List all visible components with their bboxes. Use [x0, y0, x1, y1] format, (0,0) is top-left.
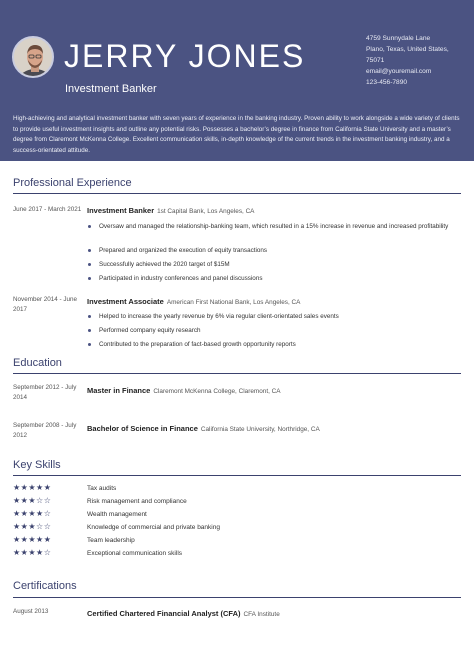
section-title-experience: Professional Experience: [13, 177, 132, 189]
section-title-skills: Key Skills: [13, 459, 61, 471]
degree-name: Bachelor of Science in Finance: [87, 424, 198, 433]
bullet-dot: [88, 263, 91, 266]
skill-name: Exceptional communication skills: [87, 550, 183, 557]
job-role: Investment Banker: [87, 206, 155, 215]
job-bullet: Contributed to the preparation of fact-based growth opportunity reports: [99, 341, 296, 348]
skill-name: Knowledge of commercial and private banking: [87, 524, 220, 531]
job-role: Investment Associate: [87, 297, 164, 306]
education-date: September 2012 - July 2014: [13, 384, 77, 401]
job-date: November 2014 - June 2017: [13, 296, 78, 313]
bullet-dot: [88, 277, 91, 280]
contact-block: [366, 33, 449, 88]
section-divider: [13, 373, 461, 374]
job-bullet: Successfully achieved the 2020 target of $15M: [99, 261, 230, 268]
job-heading: [87, 297, 300, 306]
phone-number: 123-456-7890: [366, 79, 408, 86]
profile-summary: High-achieving and analytical investment banker with seven years of experience in the banking industry. Proven ability to work alongside a wide variety of clients to provide useful investment insights and outline any potential risks. Possesses a bachelor’s degree in finance from California State University and a master’s degree from Claremont McKenna College. Excellent communication skills, in-depth knowledge of the current trends in the investment banking industry, and a success-orientated attitude.: [13, 115, 460, 154]
education-heading: [87, 424, 320, 433]
skill-name: Wealth management: [87, 511, 147, 518]
certification-heading: [87, 609, 280, 618]
job-title: Investment Banker: [65, 83, 157, 95]
job-bullet: Helped to increase the yearly revenue by 6% via regular client-orientated sales events: [99, 313, 339, 320]
skill-name: Risk management and compliance: [87, 498, 187, 505]
profile-photo: [12, 36, 54, 78]
skill-rating-stars: ★★★★☆: [13, 509, 52, 518]
school-name: California State University, Northridge, CA: [200, 426, 320, 433]
bullet-dot: [88, 249, 91, 252]
certification-org: CFA Institute: [243, 611, 280, 618]
skill-rating-stars: ★★★★☆: [13, 548, 52, 557]
certification-date: August 2013: [13, 608, 49, 615]
job-date: June 2017 - March 2021: [13, 206, 82, 213]
school-name: Claremont McKenna College, Claremont, CA: [153, 388, 281, 395]
address-line-2: Plano, Texas, United States,: [366, 46, 449, 53]
candidate-name: JERRY JONES: [64, 38, 306, 74]
education-date: September 2008 - July 2012: [13, 422, 77, 439]
skill-name: Team leadership: [87, 537, 135, 544]
skill-rating-stars: ★★★★★: [13, 535, 52, 544]
email-link[interactable]: email@youremail.com: [366, 68, 432, 75]
job-bullet: Performed company equity research: [99, 327, 201, 334]
job-org: 1st Capital Bank, Los Angeles, CA: [157, 208, 255, 215]
job-bullet: Oversaw and managed the relationship-banking team, which resulted in a 15% increase in revenue and increased profitability: [99, 223, 449, 230]
education-heading: [87, 386, 281, 395]
section-title-certifications: Certifications: [13, 580, 77, 592]
job-bullet: Prepared and organized the execution of equity transactions: [99, 247, 268, 254]
certification-name: Certified Chartered Financial Analyst (CFA): [87, 609, 241, 618]
job-org: American First National Bank, Los Angeles, CA: [166, 299, 301, 306]
degree-name: Master in Finance: [87, 386, 151, 395]
section-divider: [13, 597, 461, 598]
bullet-dot: [88, 343, 91, 346]
bullet-dot: [88, 329, 91, 332]
skill-rating-stars: ★★★★★: [13, 483, 52, 492]
section-title-education: Education: [13, 357, 62, 369]
job-heading: [87, 206, 254, 215]
bullet-dot: [88, 315, 91, 318]
job-bullet: Participated in industry conferences and panel discussions: [99, 275, 263, 282]
skill-rating-stars: ★★★☆☆: [13, 522, 52, 531]
zip-code: 75071: [366, 57, 385, 64]
section-divider: [13, 193, 461, 194]
bullet-dot: [88, 225, 91, 228]
skill-rating-stars: ★★★☆☆: [13, 496, 52, 505]
resume-header: [0, 0, 474, 161]
person-photo-icon: [14, 38, 54, 78]
address-line-1: 4759 Sunnydale Lane: [366, 35, 431, 42]
skill-name: Tax audits: [87, 485, 117, 492]
section-divider: [13, 475, 461, 476]
